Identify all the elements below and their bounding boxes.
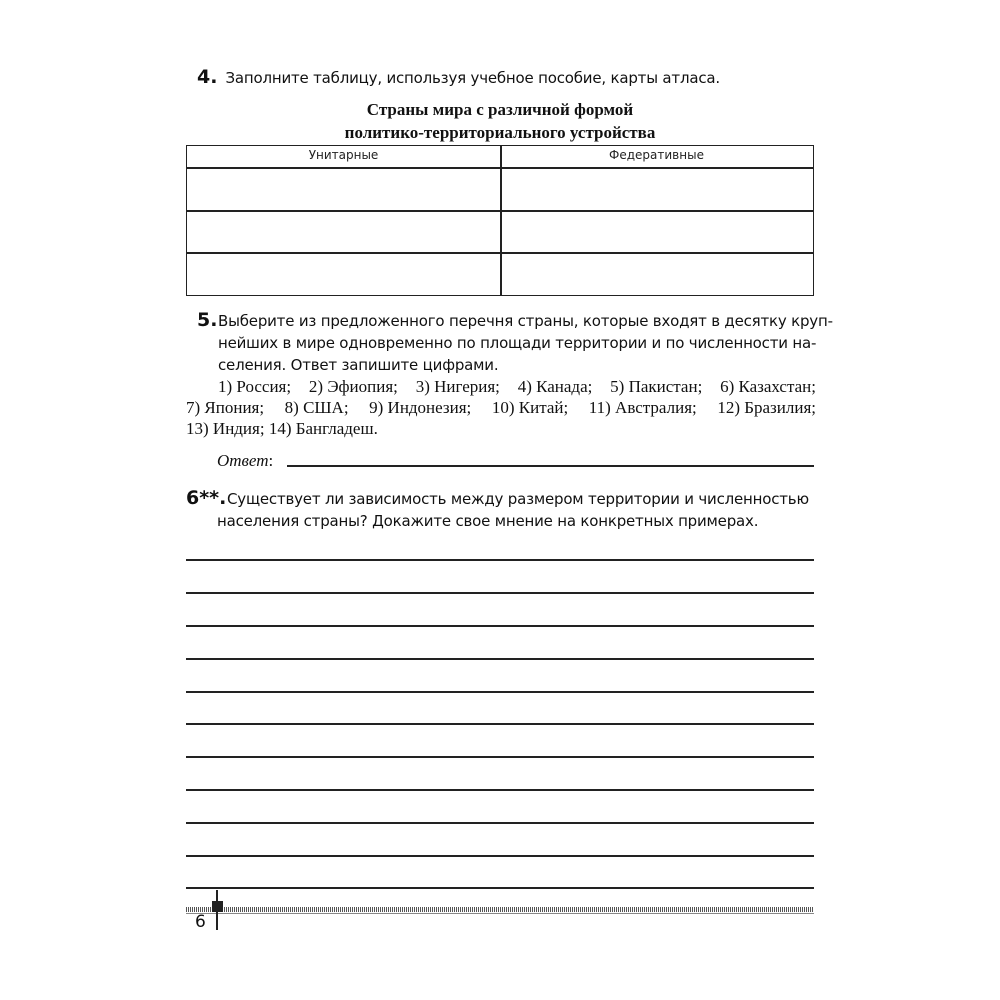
- table-header-federative: Федеративные: [609, 148, 704, 162]
- table-header-unitary: Унитарные: [308, 148, 379, 162]
- task-4-text: Заполните таблицу, используя учебное пособие, карты атласа.: [225, 69, 720, 87]
- country-list: [186, 376, 816, 439]
- table-cell-unitary-1[interactable]: [187, 168, 500, 210]
- writing-line[interactable]: [186, 756, 814, 758]
- country-item: 13) Индия;: [186, 419, 265, 438]
- footer-rule: [186, 907, 814, 912]
- table-cell-unitary-3[interactable]: [187, 253, 500, 295]
- task-6-number: 6**.: [186, 487, 227, 509]
- footer-rule-thin: [186, 913, 814, 914]
- table-title-line-1: Страны мира с различной формой: [366, 100, 634, 119]
- writing-line[interactable]: [186, 789, 814, 791]
- country-item: 8) США;: [284, 398, 349, 417]
- country-list-row: [186, 418, 816, 439]
- writing-line[interactable]: [186, 658, 814, 660]
- country-list-row: [186, 397, 816, 418]
- page-number: 6: [195, 912, 206, 932]
- writing-line[interactable]: [186, 822, 814, 824]
- table-cell-unitary-2[interactable]: [187, 211, 500, 252]
- country-item: 4) Канада;: [517, 377, 593, 396]
- task-5-line-3: селения. Ответ запишите цифрами.: [218, 356, 499, 374]
- task-5-line-1: Выберите из предложенного перечня страны, которые входят в десятку круп-: [218, 312, 833, 330]
- table-cell-federative-1[interactable]: [502, 168, 813, 210]
- country-item: 7) Япония;: [186, 398, 265, 417]
- table-title-line-2: политико-территориального устройства: [344, 123, 656, 142]
- writing-line[interactable]: [186, 592, 814, 594]
- task-5-line-2: нейших в мире одновременно по площади территории и по численности на-: [218, 334, 817, 352]
- footer-marker: [212, 901, 223, 912]
- countries-table: [186, 145, 814, 296]
- task-6-line-1: Существует ли зависимость между размером территории и численностью: [227, 490, 809, 508]
- country-item: 2) Эфиопия;: [308, 377, 398, 396]
- task-6-line-2: населения страны? Докажите свое мнение на конкретных примерах.: [217, 512, 759, 530]
- writing-line[interactable]: [186, 625, 814, 627]
- writing-line[interactable]: [186, 855, 814, 857]
- country-item: 1) Россия;: [218, 377, 292, 396]
- country-item: 14) Бангладеш.: [268, 419, 378, 438]
- table-cell-federative-3[interactable]: [502, 253, 813, 295]
- country-item: 12) Бразилия;: [717, 398, 816, 417]
- writing-line[interactable]: [186, 559, 814, 561]
- task-4: [197, 66, 720, 88]
- country-item: 10) Китай;: [491, 398, 569, 417]
- country-item: 11) Австралия;: [588, 398, 697, 417]
- country-item: 6) Казахстан;: [720, 377, 816, 396]
- writing-line[interactable]: [186, 691, 814, 693]
- table-title: [0, 98, 1000, 144]
- writing-line[interactable]: [186, 723, 814, 725]
- table-cell-federative-2[interactable]: [502, 211, 813, 252]
- task-5-number: 5.: [197, 309, 218, 331]
- writing-line[interactable]: [186, 887, 814, 889]
- answer-field[interactable]: [287, 465, 814, 467]
- country-list-row: [186, 376, 816, 397]
- country-item: 3) Нигерия;: [415, 377, 500, 396]
- answer-label: Ответ:: [217, 451, 274, 470]
- country-item: 9) Индонезия;: [369, 398, 472, 417]
- country-item: 5) Пакистан;: [610, 377, 703, 396]
- task-4-number: 4.: [197, 66, 218, 88]
